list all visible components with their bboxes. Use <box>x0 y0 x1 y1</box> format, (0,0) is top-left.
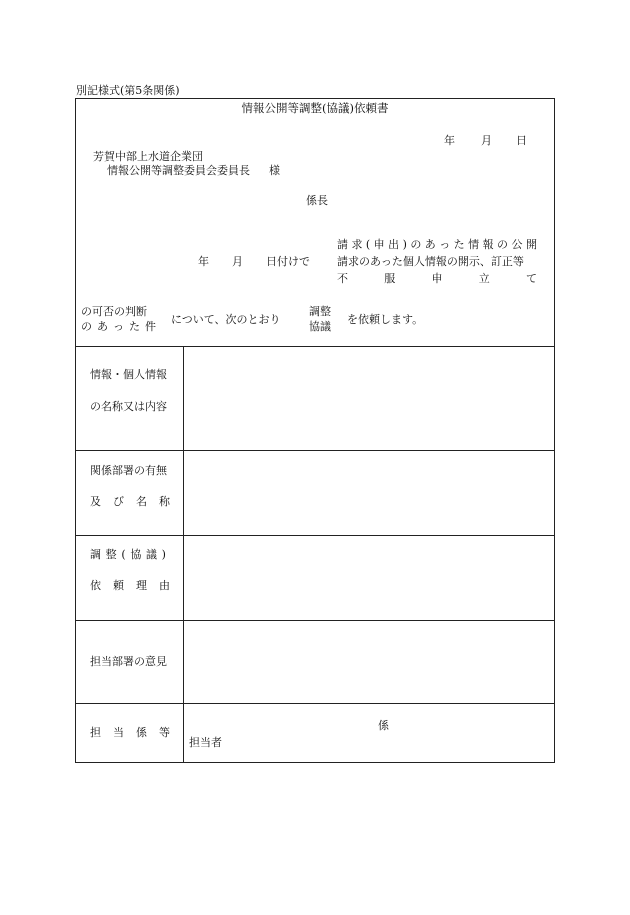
body-judgment-text: の可否の判断 <box>81 305 147 318</box>
row-staff-section: 係 <box>378 719 389 732</box>
body-date-suffix: 日付けで <box>266 255 310 268</box>
body-date-month: 月 <box>232 255 243 268</box>
body-choice-adjust: 調整 <box>309 305 331 318</box>
date-year-label: 年 <box>444 134 455 147</box>
sender-title: 係長 <box>306 194 328 207</box>
option-objection: 不 服 申 立 て <box>337 272 537 285</box>
row-related-dept-label-2: 及 び 名 称 <box>90 495 170 508</box>
date-month-label: 月 <box>481 134 492 147</box>
body-choice-consult: 協議 <box>309 320 331 333</box>
row-staff-person: 担当者 <box>189 736 222 749</box>
row-request-reason-label-1: 調 整 ( 協 議 ) <box>90 548 166 561</box>
option-personal-info-request: 請求のあった個人情報の開示、訂正等 <box>337 255 524 268</box>
table-column-divider <box>183 346 184 763</box>
body-middle-text: について、次のとおり <box>171 313 281 326</box>
addressee-honorific: 様 <box>269 164 280 177</box>
body-date-year: 年 <box>198 255 209 268</box>
form-title: 情報公開等調整(協議)依頼書 <box>241 101 389 115</box>
row-dept-opinion-label: 担当部署の意見 <box>90 655 167 668</box>
body-case-text: の あ っ た 件 <box>81 320 156 333</box>
body-ending-text: を依頼します。 <box>347 313 424 326</box>
form-number-note: 別記様式(第5条関係) <box>76 84 180 97</box>
row-staff-label: 担 当 係 等 <box>90 726 170 739</box>
table-row-divider <box>75 620 555 621</box>
row-info-name-label-2: の名称又は内容 <box>90 400 167 413</box>
row-info-name-label-1: 情報・個人情報 <box>90 368 167 381</box>
table-row-divider <box>75 535 555 536</box>
table-top-line <box>75 346 555 347</box>
table-row-divider <box>75 703 555 704</box>
date-day-label: 日 <box>516 134 527 147</box>
addressee-organization: 芳賀中部上水道企業団 <box>93 150 203 163</box>
table-row-divider <box>75 450 555 451</box>
row-request-reason-label-2: 依 頼 理 由 <box>90 579 170 592</box>
addressee-recipient: 情報公開等調整委員会委員長 <box>107 164 250 177</box>
option-disclosure-request: 請 求 ( 申 出 ) の あ っ た 情 報 の 公 開 <box>337 238 537 251</box>
row-related-dept-label-1: 関係部署の有無 <box>90 464 167 477</box>
